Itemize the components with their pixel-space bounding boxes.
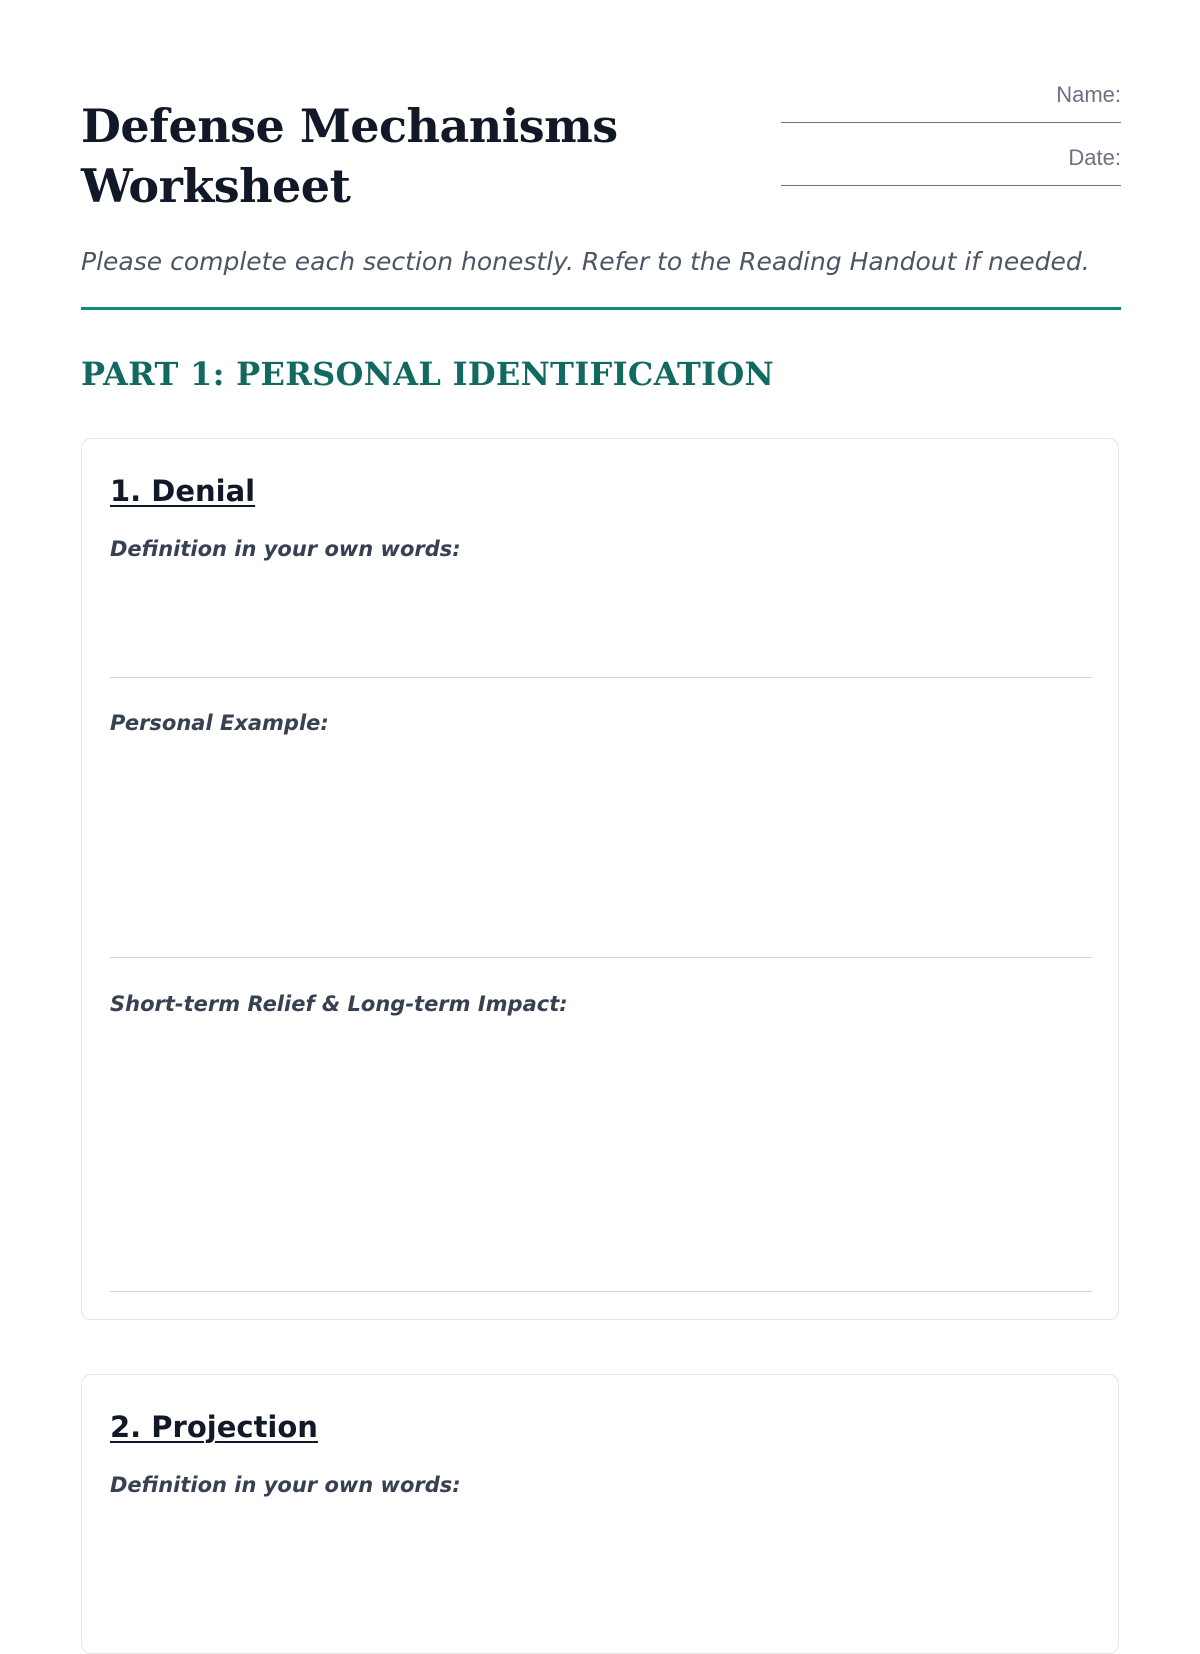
definition-label: Definition in your own words:	[110, 537, 461, 561]
part-1-heading: PART 1: PERSONAL IDENTIFICATION	[81, 355, 775, 393]
title-line-2: Worksheet	[81, 159, 351, 213]
name-label: Name:	[1056, 82, 1121, 107]
title-line-1: Defense Mechanisms	[81, 99, 618, 153]
definition-answer-field[interactable]	[110, 677, 1092, 678]
header-divider	[81, 307, 1121, 310]
worksheet-header	[81, 0, 1121, 220]
date-field[interactable]	[781, 185, 1121, 186]
mechanism-card-denial	[81, 438, 1119, 1320]
date-label: Date:	[1068, 145, 1121, 170]
name-field[interactable]	[781, 122, 1121, 123]
definition-label: Definition in your own words:	[110, 1473, 461, 1497]
name-date-block	[781, 80, 1121, 206]
mechanism-card-projection	[81, 1374, 1119, 1654]
relief-impact-answer-field[interactable]	[110, 1291, 1092, 1292]
worksheet-page	[81, 0, 1121, 1600]
mechanism-title: 1. Denial	[110, 474, 256, 508]
relief-impact-label: Short-term Relief & Long-term Impact:	[110, 992, 568, 1016]
mechanism-title: 2. Projection	[110, 1410, 318, 1444]
page-title	[81, 96, 701, 216]
instructions-text: Please complete each section honestly. Refer to the Reading Handout if needed.	[81, 247, 1090, 276]
personal-example-answer-field[interactable]	[110, 957, 1092, 958]
personal-example-label: Personal Example:	[110, 711, 329, 735]
